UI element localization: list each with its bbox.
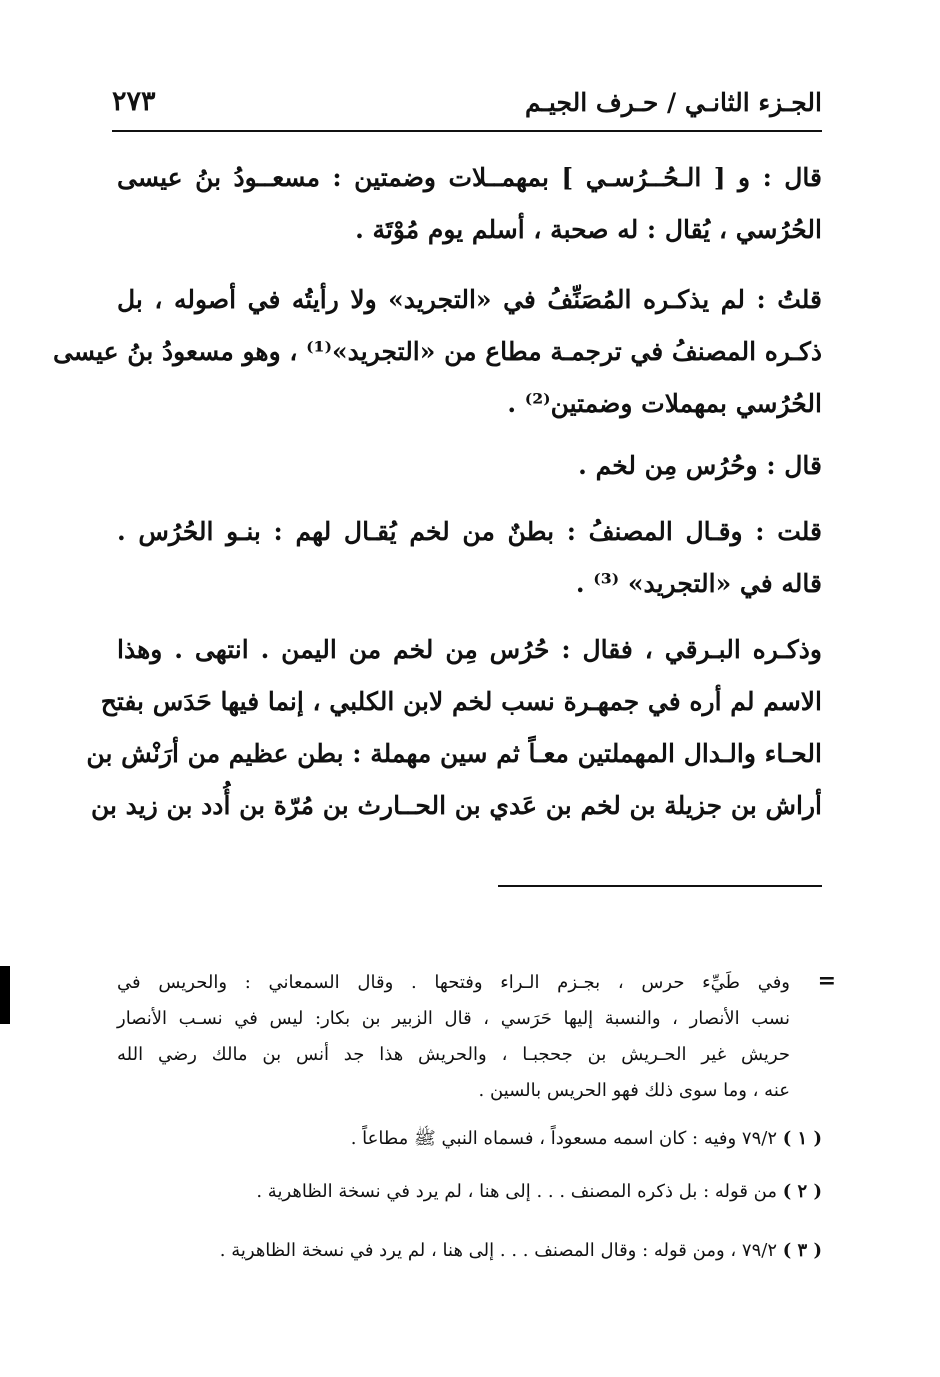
footnote-continuation-line: نسب الأنصار ، والنسبة إليها حَرَسي ، قال الزبير بن بكار: ليس في نسـب الأنصار — [117, 1008, 790, 1029]
body-line: قال : و [ الـحُــرُسـي ] بمهمــلات وضمتين : مسعــودُ بنُ عيسى — [117, 163, 822, 192]
body-line: قلتُ : لم يذكـره المُصَنِّفُ في «التجريد» ولا رأيتُه في أصوله ، بل — [117, 285, 822, 314]
footnote-text: من قوله : بل ذكره المصنف . . . إلى هنا ، لم يرد في نسخة الظاهرية . — [256, 1181, 777, 1202]
body-line: الاسم لم أره في جمهـرة نسب لخم لابن الكلبي ، إنما فيها حَدَس بفتح — [100, 687, 822, 716]
footnote-continuation-line: عنه ، وما سوى ذلك فهو الحريس بالسين . — [478, 1080, 790, 1101]
body-line: وذكـره البـرقي ، فقال : حُرُس مِن لخم من اليمن . انتهى . وهذا — [117, 635, 822, 664]
footnote-text: ٧٩/٢ وفيه : كان اسمه مسعوداً ، فسماه النبي ﷺ مطاعاً . — [350, 1128, 777, 1149]
footnote-continuation-mark: = — [817, 968, 836, 994]
page-number: ٢٧٣ — [112, 86, 156, 117]
footnote-continuation-line: وفي طَيِّء حرس ، بجـزم الـراء وفتحها . وقال السمعاني : والحريس في — [117, 972, 790, 993]
body-line: قاله في «التجريد» ⁽³⁾ . — [575, 569, 822, 598]
body-line: قال : وحُرُس مِن لخم . — [578, 451, 822, 480]
footnote — [117, 1122, 822, 1156]
body-line: ذكـره المصنفُ في ترجمـة مطاع من «التجريد»⁽¹⁾ ، وهو مسعودُ بنُ عيسى — [53, 337, 822, 366]
footnote-text: ٧٩/٢ ، ومن قوله : وقال المصنف . . . إلى هنا ، لم يرد في نسخة الظاهرية . — [219, 1240, 777, 1261]
body-line: الحـاء والـدال المهملتين معـاً ثم سين مهملة : بطن عظيم من أرَنْش بن — [86, 739, 822, 768]
running-header — [112, 82, 822, 132]
footnote-separator — [498, 885, 822, 887]
body-line: أراش بن جزيلة بن لخم بن عَدي بن الحــارث بن مُرّة بن أُدد بن زيد بن — [90, 791, 822, 820]
body-line: الحُرُسي ، يُقال : له صحبة ، أسلم يوم مُوْتَة . — [355, 215, 822, 244]
scan-edge-mark — [0, 966, 10, 1024]
body-line: قلت : وقـال المصنفُ : بطنٌ من لخم يُقـال لهم : بنـو الحُرُس . — [117, 517, 822, 546]
footnote-number: ( ٢ ) — [782, 1181, 822, 1202]
footnote — [117, 1175, 822, 1209]
body-line: الحُرُسي بمهملات وضمتين⁽²⁾ . — [507, 389, 822, 418]
footnote-number: ( ٣ ) — [782, 1240, 822, 1261]
footnote-number: ( ١ ) — [782, 1128, 822, 1149]
footnote — [117, 1234, 822, 1268]
header-title: الجـزء الثانـي / حـرف الجيـم — [524, 88, 822, 117]
footnote-continuation-line: حريش غير الحـريش بن جحجبـا ، والحريش هذا جد أنس بن مالك رضي الله — [117, 1044, 790, 1065]
